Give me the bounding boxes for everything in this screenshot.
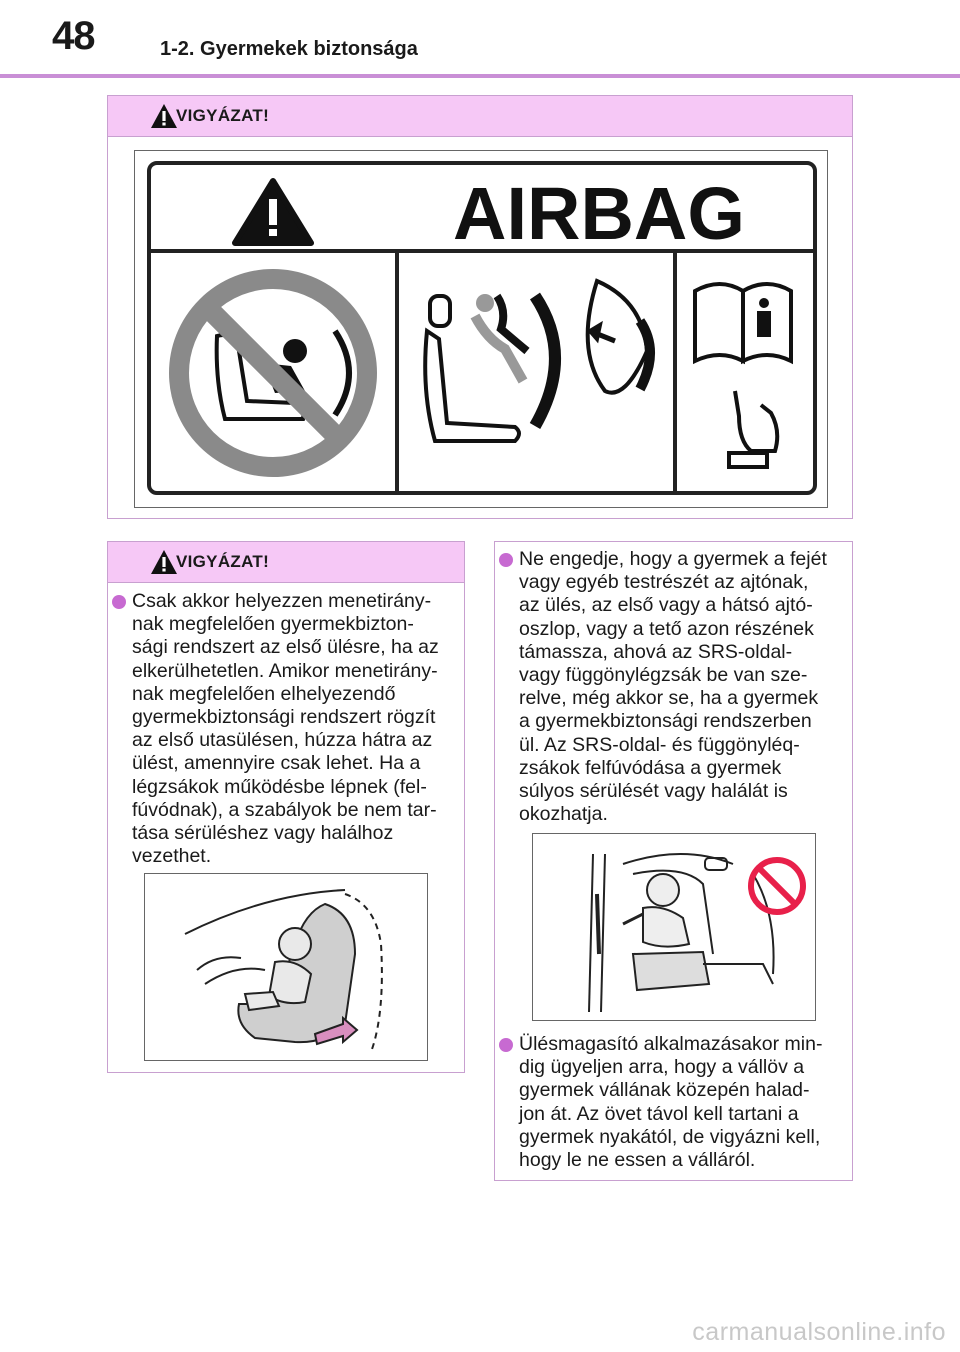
line: súlyos sérülését vagy halálát is — [519, 780, 788, 803]
paragraph-airbag-head-position — [495, 548, 850, 826]
warning-paragraph-front-seat — [108, 590, 462, 868]
warning-box-top — [107, 95, 853, 519]
line: relve, még akkor se, ha a gyermek — [519, 687, 819, 710]
line: zsákok felfúvódása a gyermek — [519, 756, 782, 779]
header-rule — [0, 74, 960, 78]
warning-box-bottom-left — [107, 541, 465, 1073]
line: gyermek vállának közepén halad- — [519, 1079, 810, 1102]
line: támassza, ahová az SRS-oldal- — [519, 640, 793, 663]
bullet-icon — [499, 1038, 513, 1052]
airbag-warning-label-illustration — [134, 150, 828, 508]
warning-box-bottom-right — [494, 541, 853, 1181]
line: Ne engedje, hogy a gyermek a fejét — [519, 548, 827, 570]
line: vagy egyéb testrészét az ajtónak, — [519, 571, 809, 594]
line: az ülés, az első vagy a hátsó ajtó- — [519, 594, 813, 617]
warning-label: VIGYÁZAT! — [176, 106, 270, 125]
line: dig ügyeljen arra, hogy a vállöv a — [519, 1056, 805, 1079]
page-header — [0, 0, 960, 78]
paragraph-booster-seat-belt — [495, 1033, 850, 1172]
line: tása sérüléshez vagy halálhoz — [132, 822, 394, 845]
line: fúvódnak), a szabályok be nem tar- — [132, 798, 437, 821]
line: gyermekbiztonsági rendszert rögzít — [132, 706, 436, 729]
line: jon át. Az övet távol kell tartani a — [519, 1102, 799, 1125]
section-title: 1-2. Gyermekek biztonsága — [160, 38, 418, 60]
line: vagy függönylégzsák be van sze- — [519, 664, 808, 687]
line: oszlop, vagy a tető azon részének — [519, 617, 814, 640]
warning-triangle-icon — [150, 549, 178, 575]
line: Csak akkor helyezzen menetirány- — [132, 590, 432, 612]
line: gyermek nyakától, de vigyázni kell, — [519, 1125, 821, 1148]
line: nak megfelelően gyermekbizton- — [132, 613, 414, 636]
line: a gyermekbiztonsági rendszerben — [519, 710, 812, 733]
page-number: 48 — [52, 14, 95, 58]
line: nak megfelelően elhelyezendő — [132, 682, 396, 705]
line: ülést, amennyire csak lehet. Ha a — [132, 752, 421, 775]
child-leaning-on-door-illustration — [532, 833, 816, 1021]
bullet-icon — [499, 553, 513, 567]
line: elkerülhetetlen. Amikor menetirány- — [132, 659, 438, 682]
line: az első utasülésen, húzza hátra az — [132, 729, 433, 752]
watermark: carmanualsonline.info — [692, 1318, 946, 1346]
child-seat-pushed-back-illustration — [144, 873, 428, 1061]
warning-header — [108, 96, 852, 137]
line: hogy le ne essen a válláról. — [519, 1149, 756, 1172]
line: vezethet. — [132, 845, 212, 868]
no-rear-facing-seat-icon — [179, 279, 367, 467]
warning-triangle-icon — [150, 103, 178, 129]
line: sági rendszert az első ülésre, ha az — [132, 636, 439, 659]
line: légzsákok működésbe lépnek (fel- — [132, 775, 427, 798]
warning-label: VIGYÁZAT! — [176, 552, 270, 571]
warning-header — [108, 542, 464, 583]
line: ül. Az SRS-oldal- és függönyléq- — [519, 733, 800, 756]
line: Ülésmagasító alkalmazásakor min- — [519, 1033, 823, 1055]
bullet-icon — [112, 595, 126, 609]
airbag-title: AIRBAG — [453, 172, 745, 255]
line: okozhatja. — [519, 803, 608, 826]
